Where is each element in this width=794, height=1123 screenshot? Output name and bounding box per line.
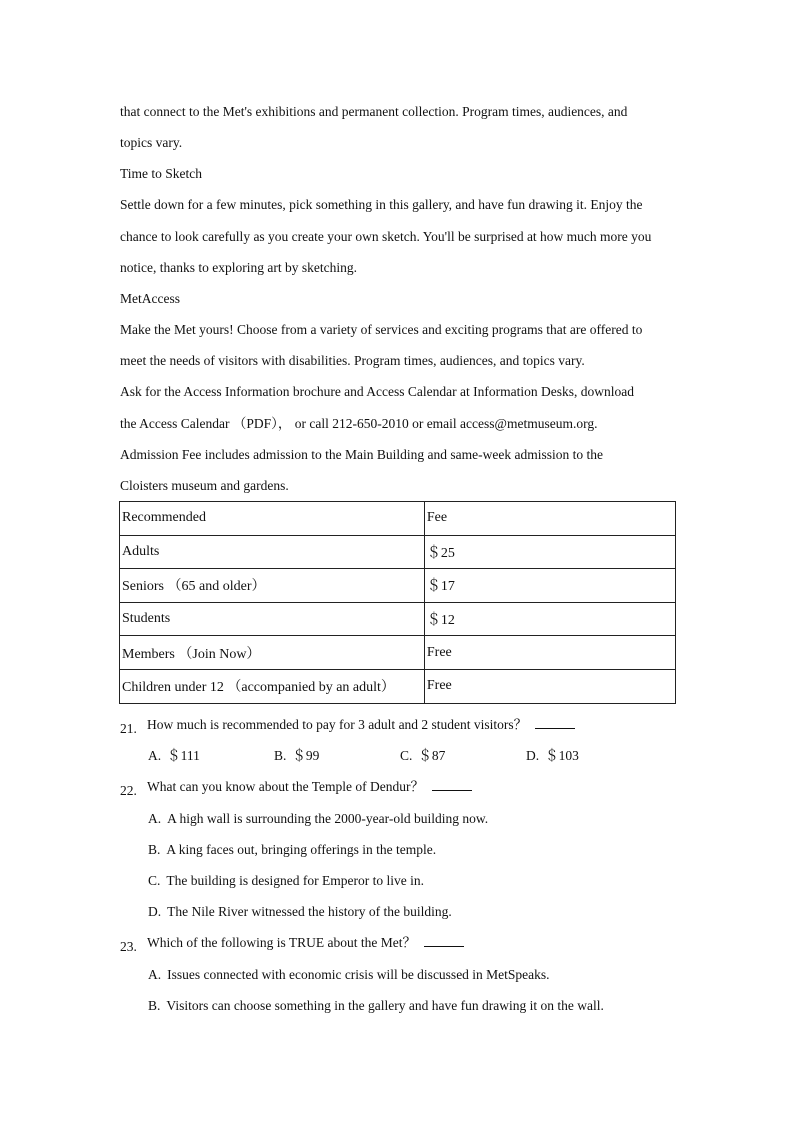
option-letter: A.: [148, 967, 162, 982]
answer-blank: [424, 934, 464, 947]
question-number: 22.: [120, 783, 137, 798]
option-text: ＄111: [167, 748, 200, 763]
table-cell-fee: ＄12: [424, 602, 675, 636]
table-header-row: [120, 502, 676, 536]
option-text: ＄99: [292, 748, 320, 763]
option-23-b: [148, 997, 604, 1015]
table-row: [120, 636, 676, 670]
option-22-d: [148, 903, 452, 921]
question-23-stem: [147, 934, 464, 952]
table-row: [120, 602, 676, 636]
question-text: Which of the following is TRUE about the Met？: [147, 935, 416, 950]
question-text: What can you know about the Temple of Dendur？: [147, 779, 424, 794]
question-number: 21.: [120, 721, 137, 736]
option-21-d: [526, 747, 579, 765]
admission-fee-table: [119, 501, 676, 704]
option-text: Visitors can choose something in the gallery and have fun drawing it on the wall.: [166, 998, 604, 1013]
passage-line: chance to look carefully as you create your own sketch. You'll be surprised at how much more you: [120, 229, 652, 244]
table-cell-category: Children under 12 （accompanied by an adult）: [120, 669, 425, 703]
passage-line: meet the needs of visitors with disabilities. Program times, audiences, and topics vary.: [120, 353, 585, 368]
option-21-b: [274, 747, 319, 765]
table-cell-fee: Free: [424, 669, 675, 703]
section-heading-time-to-sketch: Time to Sketch: [120, 166, 203, 181]
answer-blank: [535, 716, 575, 729]
passage-line: notice, thanks to exploring art by sketching.: [120, 260, 357, 275]
passage-line: Cloisters museum and gardens.: [120, 478, 289, 493]
option-letter: D.: [526, 748, 540, 763]
question-number: 23.: [120, 939, 137, 954]
option-21-a: [148, 747, 200, 765]
option-text: Issues connected with economic crisis will be discussed in MetSpeaks.: [167, 967, 550, 982]
option-letter: B.: [148, 842, 161, 857]
passage-line: that connect to the Met's exhibitions and permanent collection. Program times, audiences, and: [120, 104, 628, 119]
option-letter: C.: [148, 873, 161, 888]
passage-line: the Access Calendar （PDF）， or call 212-650-2010 or email access@metmuseum.org.: [120, 416, 598, 431]
table-cell-category: Seniors （65 and older）: [120, 569, 425, 603]
section-heading-metaccess: MetAccess: [120, 291, 180, 306]
question-text: How much is recommended to pay for 3 adult and 2 student visitors？: [147, 717, 528, 732]
option-text: The Nile River witnessed the history of the building.: [167, 904, 452, 919]
option-22-b: [148, 841, 436, 859]
option-text: A king faces out, bringing offerings in the temple.: [166, 842, 437, 857]
table-header-cell: Fee: [424, 502, 675, 536]
option-letter: D.: [148, 904, 162, 919]
passage-line: Settle down for a few minutes, pick something in this gallery, and have fun drawing it. Enjoy the: [120, 197, 643, 212]
option-letter: B.: [148, 998, 161, 1013]
option-text: ＄103: [545, 748, 579, 763]
question-22-stem: [147, 778, 472, 796]
table-header-cell: Recommended: [120, 502, 425, 536]
option-21-c: [400, 747, 445, 765]
option-text: A high wall is surrounding the 2000-year-old building now.: [167, 811, 489, 826]
question-21-stem: [147, 716, 575, 734]
option-letter: B.: [274, 748, 287, 763]
option-22-a: [148, 810, 488, 828]
option-letter: A.: [148, 748, 162, 763]
option-text: The building is designed for Emperor to live in.: [166, 873, 424, 888]
table-row: [120, 535, 676, 569]
table-cell-category: Students: [120, 602, 425, 636]
passage-line: Make the Met yours! Choose from a variety of services and exciting programs that are offered to: [120, 322, 643, 337]
table-cell-category: Adults: [120, 535, 425, 569]
table-cell-category: Members （Join Now）: [120, 636, 425, 670]
answer-blank: [432, 778, 472, 791]
option-letter: C.: [400, 748, 413, 763]
passage-line: Ask for the Access Information brochure and Access Calendar at Information Desks, download: [120, 384, 634, 399]
option-23-a: [148, 966, 550, 984]
option-22-c: [148, 872, 424, 890]
table-cell-fee: Free: [424, 636, 675, 670]
table-row: [120, 569, 676, 603]
option-letter: A.: [148, 811, 162, 826]
passage-line: Admission Fee includes admission to the Main Building and same-week admission to the: [120, 447, 603, 462]
table-cell-fee: ＄17: [424, 569, 675, 603]
passage-line: topics vary.: [120, 135, 183, 150]
table-cell-fee: ＄25: [424, 535, 675, 569]
table-row: [120, 669, 676, 703]
option-text: ＄87: [418, 748, 446, 763]
